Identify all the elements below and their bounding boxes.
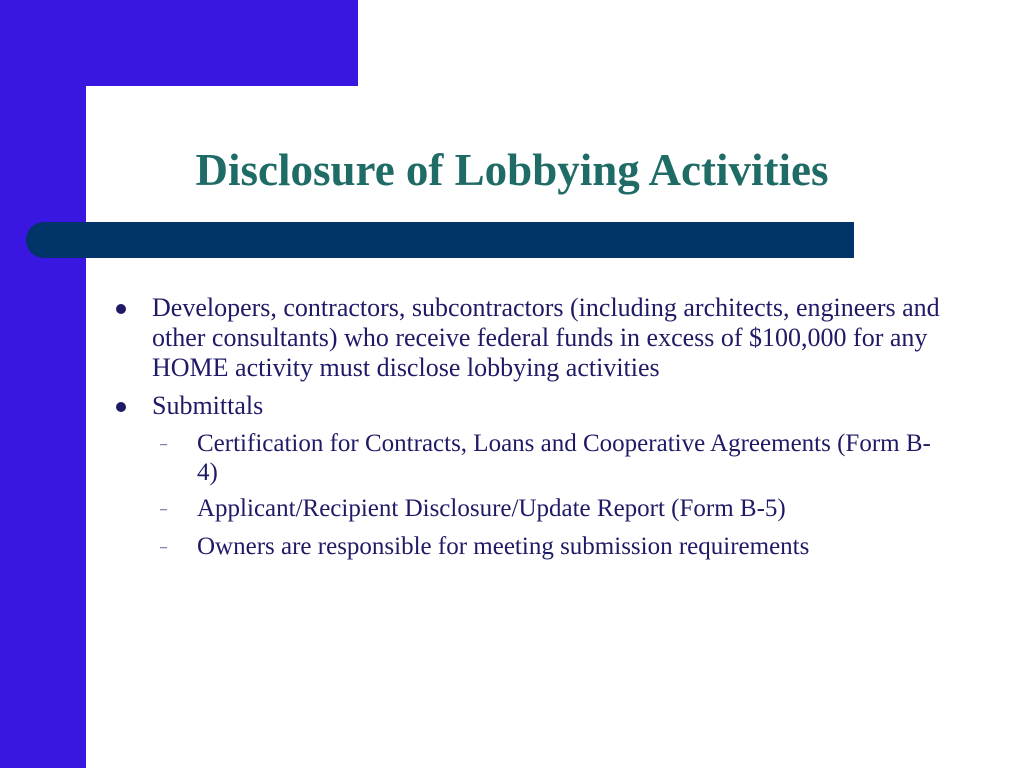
bullet-marker xyxy=(110,293,152,323)
bullet-text: Submittals xyxy=(152,391,264,420)
sub-bullet-item xyxy=(152,429,940,487)
left-blue-band xyxy=(0,0,86,768)
bullet-text: Developers, contractors, subcontractors (including architects, engineers and other consultants) who receive federal funds in excess of $100,000 for any HOME activity must disclose lobbying activities xyxy=(152,293,940,382)
bullet-marker xyxy=(110,391,152,421)
bullet-item xyxy=(110,391,940,421)
sub-bullet-text: Certification for Contracts, Loans and Cooperative Agreements (Form B-4) xyxy=(197,430,931,486)
sub-bullet-item xyxy=(152,532,940,563)
top-blue-band xyxy=(0,0,358,86)
slide-title: Disclosure of Lobbying Activities xyxy=(195,145,829,195)
sub-bullet-text: Owners are responsible for meeting submission requirements xyxy=(197,533,810,560)
bullet-dot-icon xyxy=(116,402,126,412)
dash-marker-icon: – xyxy=(160,502,167,517)
dash-marker-icon: – xyxy=(160,540,167,555)
title-underline-bar xyxy=(26,222,854,258)
bullet-dot-icon xyxy=(116,304,126,314)
sub-bullet-item xyxy=(152,494,940,525)
sub-bullet-text: Applicant/Recipient Disclosure/Update Report (Form B-5) xyxy=(197,495,786,522)
bullet-item xyxy=(110,293,940,383)
dash-marker-icon: – xyxy=(160,437,167,452)
slide-body xyxy=(110,293,940,570)
